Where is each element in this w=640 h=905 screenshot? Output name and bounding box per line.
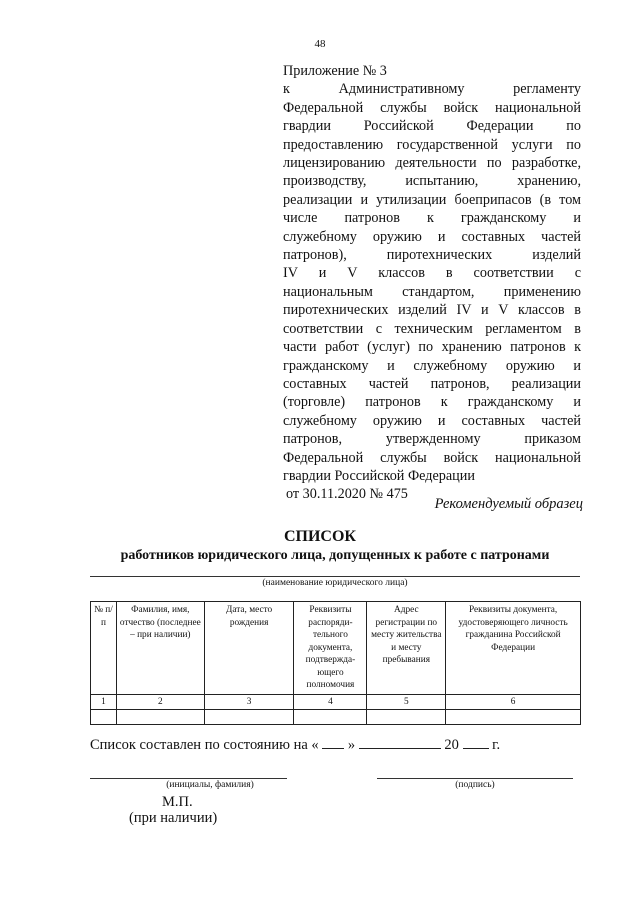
status-line (90, 736, 500, 754)
appendix-line: пиротехнических изделий IV и V классов в (283, 302, 581, 319)
column-header: Адрес регистрации по месту жительства и месту пребывания (367, 602, 446, 695)
status-text: Список составлен по состоянию на « (90, 737, 319, 753)
appendix-line: служебному оружию и составных частей (283, 412, 581, 429)
appendix-line: соответствии с техническим регламентом в (283, 320, 581, 337)
appendix-line: реализации и утилизации боеприпасов (в том (283, 191, 581, 208)
table-cell (367, 710, 446, 725)
column-number: 3 (204, 694, 294, 710)
name-signature-line (90, 778, 287, 779)
year-suffix: г. (492, 737, 501, 753)
column-header: Реквизиты документа, удостоверяющего личность гражданина Российской Федерации (446, 602, 581, 695)
day-blank (322, 736, 344, 749)
appendix-line: Федеральной службы войск национальной (283, 449, 581, 466)
appendix-line: (торговле) патронов к гражданскому и (283, 394, 581, 411)
appendix-line: гвардии Российской Федерации по (283, 118, 581, 135)
column-number: 6 (446, 694, 581, 710)
appendix-line: национальным стандартом, применению (283, 283, 581, 300)
column-number: 1 (91, 694, 117, 710)
column-number: 4 (294, 694, 367, 710)
column-header: Реквизиты распоряди-тельного документа, подтвержда-ющего полномочия (294, 602, 367, 695)
appendix-heading: Приложение № 3 (283, 63, 387, 79)
appendix-line: патронов, утвержденному приказом (283, 431, 581, 448)
sample-label: Рекомендуемый образец (434, 496, 583, 512)
table-cell (91, 710, 117, 725)
appendix-line: патронов), пиротехнических изделий (283, 247, 581, 264)
signature-line (377, 778, 573, 779)
name-caption: (инициалы, фамилия) (166, 780, 254, 790)
appendix-line: предоставлению государственной услуги по (283, 136, 581, 153)
page-number: 48 (314, 38, 326, 50)
appendix-line: к Административному регламенту (283, 81, 581, 98)
appendix-line: лицензированию деятельности по разработке, (283, 155, 581, 172)
column-header: Дата, место рождения (204, 602, 294, 695)
appendix-block (283, 62, 581, 504)
appendix-line: Федеральной службы войск национальной (283, 99, 581, 116)
year-blank (463, 736, 489, 749)
table-row (91, 710, 581, 725)
appendix-last-line: гвардии Российской Федерации (283, 467, 475, 484)
year-prefix: 20 (444, 737, 459, 753)
stamp-note: (при наличии) (129, 810, 218, 826)
stamp-label: М.П. (162, 794, 193, 810)
appendix-line: IV и V классов в соответствии с (283, 265, 581, 282)
employees-table (90, 601, 581, 725)
appendix-date: от 30.11.2020 № 475 (286, 486, 408, 503)
appendix-line: производству, испытанию, хранению, (283, 173, 581, 190)
appendix-line: служебному оружию и составных частей (283, 228, 581, 245)
org-name-line (90, 576, 580, 577)
signature-caption: (подпись) (455, 780, 495, 790)
quote-close: » (347, 737, 356, 753)
column-header: Фамилия, имя, отчество (последнее – при наличии) (116, 602, 204, 695)
document-title: СПИСОК (283, 528, 357, 545)
appendix-line: части работ (услуг) по хранению патронов к (283, 339, 581, 356)
document-subtitle: работников юридического лица, допущенных к работе с патронами (120, 548, 550, 563)
table-cell (204, 710, 294, 725)
column-number: 5 (367, 694, 446, 710)
table-cell (446, 710, 581, 725)
month-blank (359, 736, 441, 749)
appendix-line: составных частей патронов, реализации (283, 375, 581, 392)
table-header-row (91, 602, 581, 695)
table-cell (294, 710, 367, 725)
column-header: № п/п (91, 602, 117, 695)
column-number: 2 (116, 694, 204, 710)
column-number-row (91, 694, 581, 710)
org-name-caption: (наименование юридического лица) (262, 578, 408, 588)
table-cell (116, 710, 204, 725)
appendix-line: гражданскому и служебному оружию и (283, 357, 581, 374)
appendix-line: числе патронов к гражданскому и (283, 210, 581, 227)
